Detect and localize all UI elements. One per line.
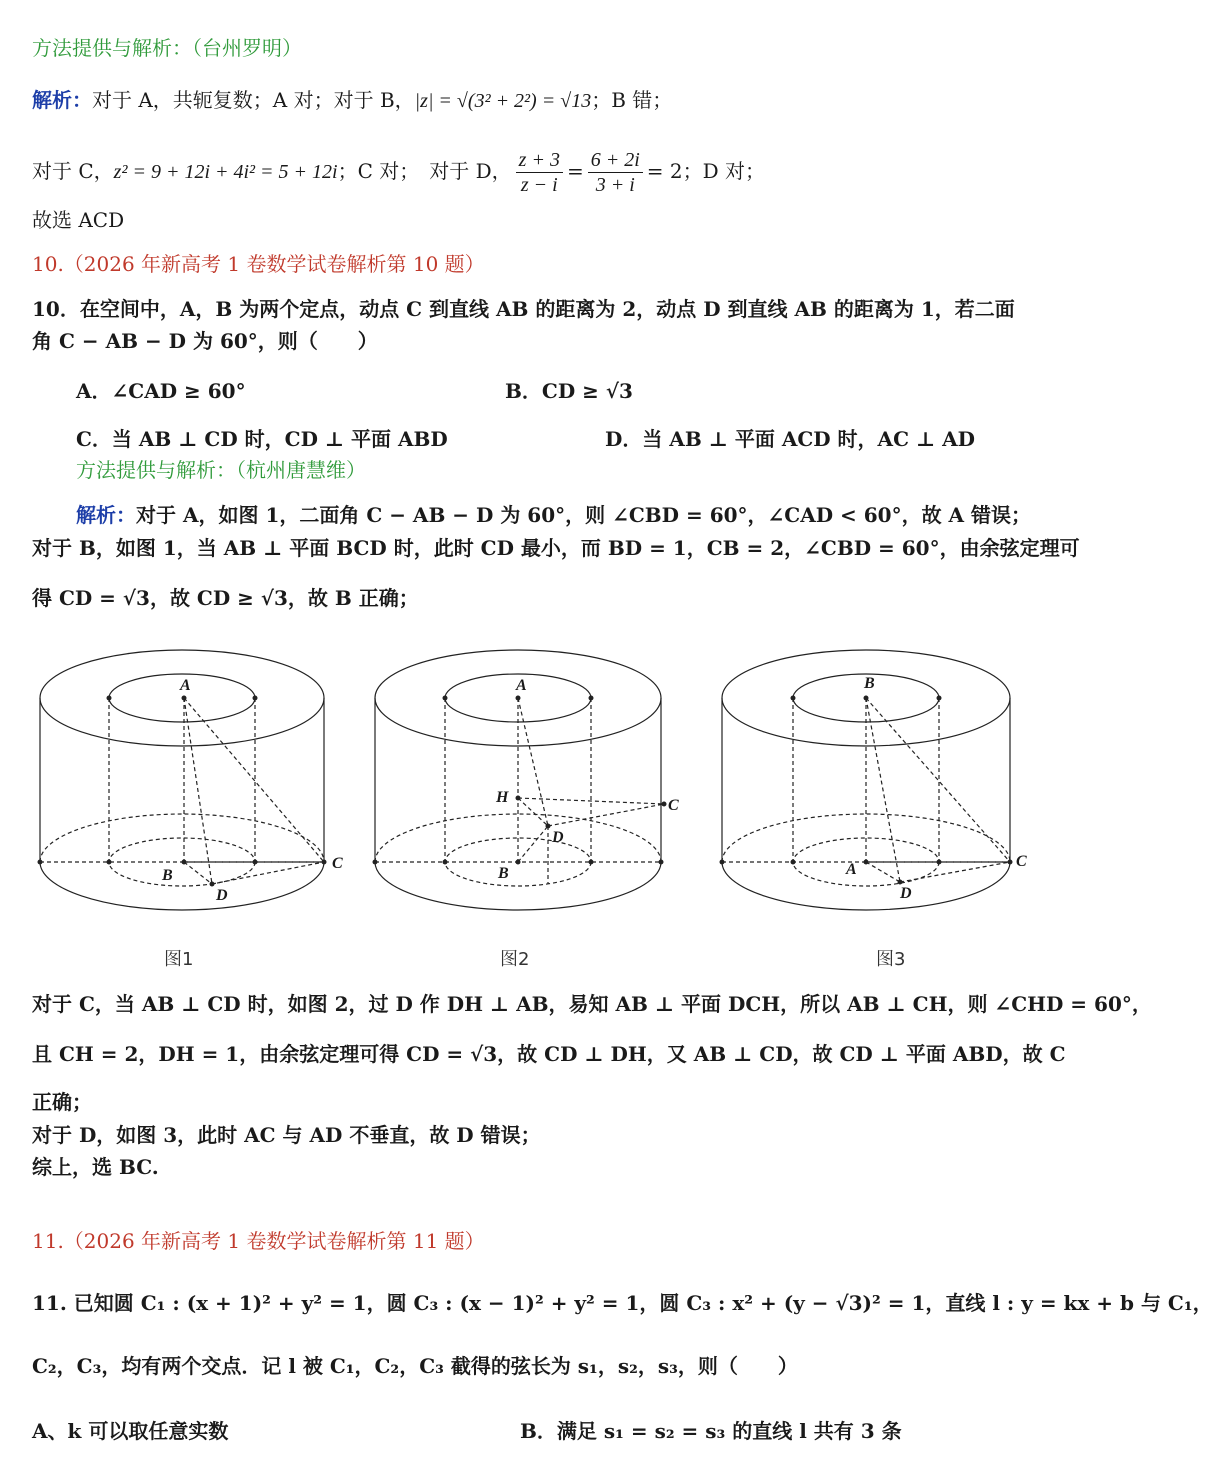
figure-1-cylinder-diagram (30, 640, 350, 920)
q10-option-c: C．当 AB ⊥ CD 时，CD ⊥ 平面 ABD (76, 427, 448, 451)
figure-2-caption: 图2 (500, 949, 530, 970)
q9-line1-math: |z| = √(3² + 2²) = √13 (414, 90, 592, 112)
fig1-label-c: C (332, 855, 343, 872)
q11-option-b: B．满足 s₁ = s₂ = s₃ 的直线 l 共有 3 条 (520, 1419, 902, 1443)
fig1-label-b: B (162, 867, 173, 884)
q9-line2-mid: ；C 对； 对于 D， (337, 159, 512, 183)
q10-c-analysis-line-2: 且 CH = 2，DH = 1，由余弦定理可得 CD = √3，故 CD ⊥ DH，又 AB ⊥ CD，故 CD ⊥ 平面 ABD，故 C (32, 1042, 1066, 1066)
q9-analysis-line-1 (32, 86, 672, 115)
figure-2-cylinder-diagram (368, 640, 688, 920)
q9-frac1-num: z + 3 (516, 148, 563, 173)
q10-analysis-label: 解析： (76, 503, 136, 527)
q9-analysis-label: 解析： (32, 88, 92, 112)
q10-c-analysis-line-3: 正确； (32, 1090, 92, 1114)
q10-analysis-line-1 (76, 501, 1031, 529)
q11-option-a: A、k 可以取任意实数 (32, 1419, 229, 1443)
fig3-label-d: D (900, 885, 912, 902)
q9-method-header: 方法提供与解析：（台州罗明） (32, 36, 302, 60)
q9-line2-math: z² = 9 + 12i + 4i² = 5 + 12i (113, 161, 338, 183)
q10-analysis-line-3: 得 CD = √3，故 CD ≥ √3，故 B 正确； (32, 586, 419, 610)
q10-d-analysis-line: 对于 D，如图 3，此时 AC 与 AD 不垂直，故 D 错误； (32, 1123, 541, 1147)
fig1-label-d: D (216, 887, 228, 904)
q10-stem-line-1: 10．在空间中，A，B 为两个定点，动点 C 到直线 AB 的距离为 2，动点 D 到直线 AB 的距离为 1，若二面 (32, 297, 1015, 321)
q11-source: 11.（2026 年新高考 1 卷数学试卷解析第 11 题） (32, 1229, 485, 1253)
q9-line2-end: = 2；D 对； (646, 159, 766, 183)
fig2-label-h: H (496, 789, 509, 806)
q9-frac1-den: z − i (520, 174, 558, 196)
q11-stem-line-2: C₂，C₃，均有两个交点．记 l 被 C₁，C₂，C₃ 截得的弦长为 s₁，s₂，s₃，则（ ） (32, 1354, 798, 1378)
q10-source: 10.（2026 年新高考 1 卷数学试卷解析第 10 题） (32, 252, 485, 276)
q10-c-analysis-line-1: 对于 C，当 AB ⊥ CD 时，如图 2，过 D 作 DH ⊥ AB，易知 AB ⊥ 平面 DCH，所以 AB ⊥ CH，则 ∠CHD = 60°， (32, 992, 1152, 1016)
q9-fraction-2 (588, 148, 643, 197)
q9-line2-prefix: 对于 C， (32, 159, 114, 183)
q10-option-b: B．CD ≥ √3 (505, 379, 633, 403)
figure-3-caption: 图3 (876, 949, 906, 970)
figure-3-cylinder-diagram (714, 640, 1044, 920)
fig2-label-c: C (668, 797, 679, 814)
q10-option-d: D．当 AB ⊥ 平面 ACD 时，AC ⊥ AD (605, 427, 975, 451)
fig2-label-d: D (552, 829, 564, 846)
q9-frac2-den: 3 + i (595, 174, 635, 196)
q10-a-line1: 对于 A，如图 1，二面角 C − AB − D 为 60°，则 ∠CBD = 60°，∠CAD < 60°，故 A 错误； (136, 503, 1032, 527)
fig3-label-c: C (1016, 853, 1027, 870)
q10-method-header: 方法提供与解析：（杭州唐慧维） (76, 458, 366, 482)
fig2-label-b: B (498, 865, 509, 882)
q10-stem-line-2: 角 C − AB − D 为 60°，则（ ） (32, 329, 378, 353)
fig1-label-a: A (180, 677, 191, 694)
q9-fraction-1 (516, 148, 563, 197)
q11-stem-line-1: 11. 已知圆 C₁ : (x + 1)² + y² = 1，圆 C₃ : (x − 1)² + y² = 1，圆 C₃ : x² + (y − √3)² = 1，直线 l : y = kx + b 与 C₁， (32, 1291, 1213, 1315)
q10-summary: 综上，选 BC. (32, 1155, 159, 1179)
q9-conclusion: 故选 ACD (32, 208, 125, 232)
q9-analysis-line-2: 对于 C，z² = 9 + 12i + 4i² = 5 + 12i；C 对； 对于 D， $\frac{z + 3}{z - i}$ = $\frac{6 + 2i}{3 + i}$ = 2；D 对； (32, 149, 766, 196)
q9-frac2-num: 6 + 2i (588, 148, 643, 173)
q9-line1-end: ；B 错； (591, 88, 673, 112)
fig2-label-a: A (516, 677, 527, 694)
q10-analysis-line-2: 对于 B，如图 1，当 AB ⊥ 平面 BCD 时，此时 CD 最小，而 BD = 1，CB = 2，∠CBD = 60°，由余弦定理可 (32, 536, 1080, 560)
fig3-label-b: B (864, 675, 875, 692)
fig3-label-a: A (846, 861, 857, 878)
q9-line1-text: 对于 A，共轭复数；A 对；对于 B， (92, 88, 415, 112)
figure-1-caption: 图1 (164, 949, 194, 970)
q10-option-a: A．∠CAD ≥ 60° (76, 379, 246, 403)
